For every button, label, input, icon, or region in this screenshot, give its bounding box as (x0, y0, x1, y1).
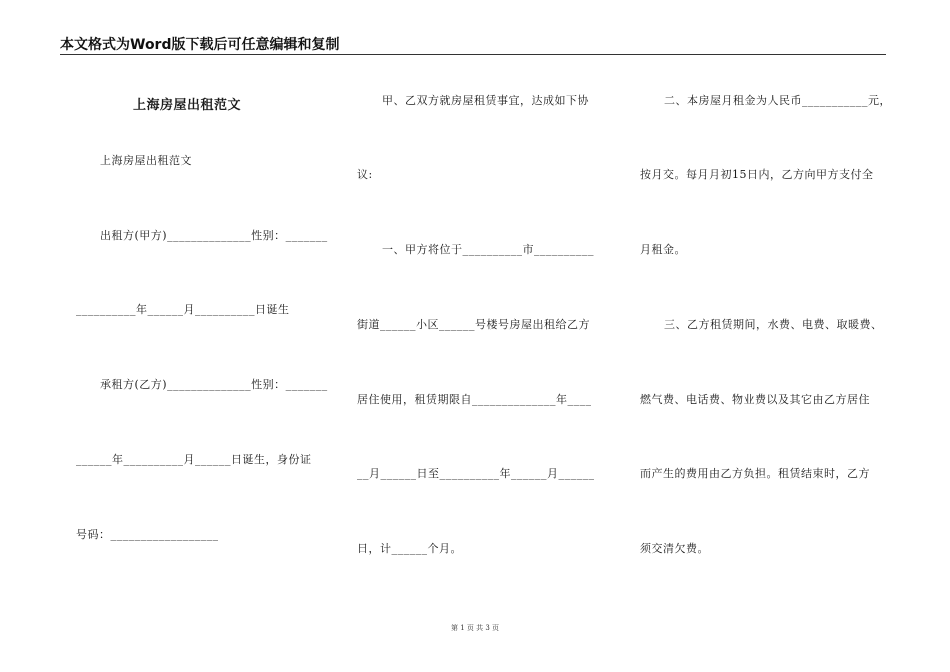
col2-line-6: 日，计______个月。 (357, 542, 462, 555)
col3-line-5: 而产生的费用由乙方负担。租赁结束时，乙方 (640, 467, 870, 480)
page-number: 第 1 页 共 3 页 (450, 624, 500, 632)
col3-line-1: 按月交。每月月初15日内，乙方向甲方支付全 (640, 168, 874, 181)
col3-line-2: 月租金。 (640, 243, 686, 256)
col1-line-3: 承租方(乙方)______________性别：_______ (100, 378, 328, 391)
document-title: 上海房屋出租范文 (133, 98, 242, 113)
col2-line-4: 居住使用，租赁期限自______________年____ (357, 393, 592, 406)
col2-line-2: 一、甲方将位于__________市__________ (382, 243, 594, 256)
col1-line-2: __________年______月__________日诞生 (76, 303, 290, 316)
col3-line-4: 燃气费、电话费、物业费以及其它由乙方居住 (640, 393, 870, 406)
col3-line-3: 三、乙方租赁期间，水费、电费、取暖费、 (664, 318, 883, 331)
col1-line-0: 上海房屋出租范文 (100, 154, 192, 167)
col1-line-5: 号码：__________________ (76, 528, 219, 541)
col2-line-5: __月______日至__________年______月______ (357, 467, 595, 480)
col2-line-0: 甲、乙双方就房屋租赁事宜，达成如下协 (382, 94, 589, 107)
document-header: 本文格式为Word版下载后可任意编辑和复制 (60, 37, 340, 53)
col2-line-1: 议: (357, 168, 373, 181)
col3-line-6: 须交清欠费。 (640, 542, 709, 555)
col3-line-0: 二、本房屋月租金为人民币___________元， (664, 94, 891, 107)
col1-line-1: 出租方(甲方)______________性别：_______ (100, 229, 328, 242)
col1-line-4: ______年__________月______日诞生，身份证 (76, 453, 312, 466)
col2-line-3: 街道______小区______号楼号房屋出租给乙方 (357, 318, 590, 331)
header-divider (60, 54, 886, 55)
